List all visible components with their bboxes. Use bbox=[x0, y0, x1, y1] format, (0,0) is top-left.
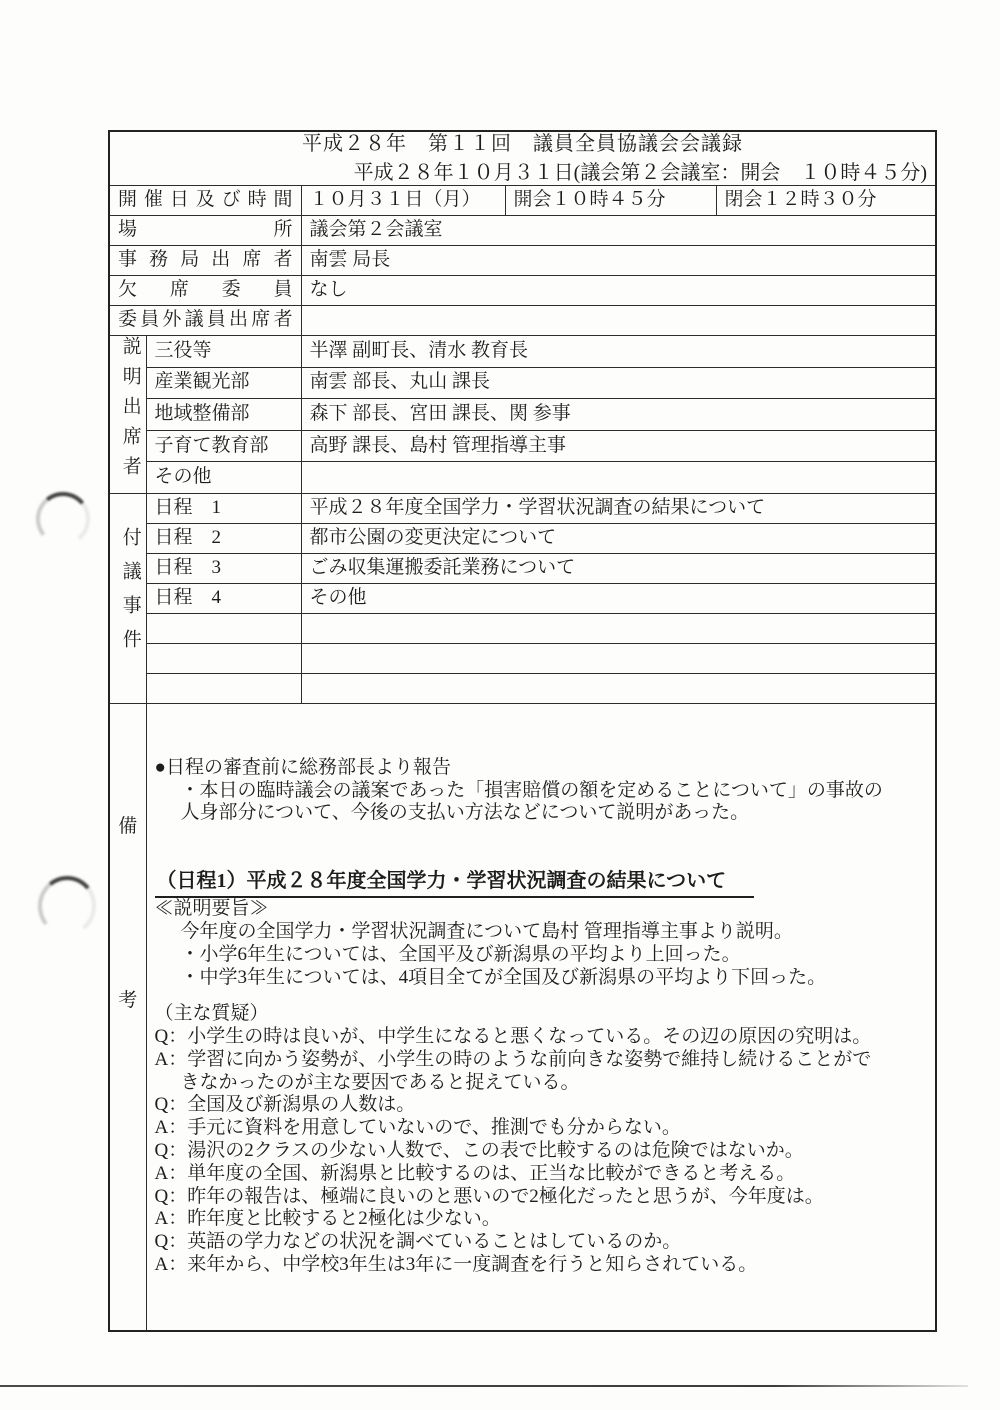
explainer-members bbox=[301, 462, 936, 494]
agenda-title: その他 bbox=[301, 583, 936, 613]
agenda-title bbox=[301, 613, 936, 643]
remarks-row bbox=[109, 703, 936, 1331]
remarks-vertical-label: 備 考 bbox=[109, 703, 146, 1331]
agenda-no bbox=[146, 643, 301, 673]
punch-hole-icon bbox=[35, 873, 99, 939]
secretariat-row bbox=[109, 246, 936, 276]
report-heading: ●日程の審査前に総務部長より報告 bbox=[154, 756, 451, 778]
agenda-title bbox=[301, 673, 936, 703]
agenda-row bbox=[109, 493, 936, 523]
minutes-table bbox=[108, 130, 937, 1332]
explainer-row bbox=[109, 336, 936, 368]
qa-line: A：昨年度と比較すると2極化は少ない。 bbox=[154, 1208, 501, 1230]
explainer-row bbox=[109, 430, 936, 462]
report-line: ・本日の臨時議会の議案であった「損害賠償の額を定めることについて」の事故の bbox=[180, 779, 883, 801]
explainer-members: 森下 部長、宮田 課長、関 参事 bbox=[301, 399, 936, 431]
scan-edge-line bbox=[0, 1385, 968, 1387]
document-subtitle: 平成２８年１０月３１日(議会第２会議室：開会 １０時４５分) bbox=[353, 162, 927, 184]
explainer-category: 産業観光部 bbox=[146, 367, 301, 399]
explainer-category: 地域整備部 bbox=[146, 399, 301, 431]
agenda-vertical-label: 付議事件 bbox=[109, 493, 146, 703]
secretariat-value: 南雲 局長 bbox=[301, 246, 936, 276]
explainer-members: 高野 課長、島村 管理指導主事 bbox=[301, 430, 936, 462]
qa-line: A：手元に資料を用意していないので、推測でも分からない。 bbox=[154, 1117, 681, 1139]
explainer-row bbox=[109, 367, 936, 399]
explainer-category: 子育て教育部 bbox=[146, 430, 301, 462]
agenda-title: ごみ収集運搬委託業務について bbox=[301, 553, 936, 583]
agenda-no: 日程 3 bbox=[146, 553, 301, 583]
remarks-content bbox=[146, 703, 936, 1331]
open-time: 開会１０時４５分 bbox=[505, 186, 716, 216]
qa-line: Q：小学生の時は良いが、中学生になると悪くなっている。その辺の原因の究明は。 bbox=[154, 1026, 872, 1048]
summary-label: ≪説明要旨≫ bbox=[154, 898, 269, 920]
qa-line: Q：英語の学力などの状況を調べていることはしているのか。 bbox=[154, 1231, 682, 1253]
nonmember-value bbox=[301, 306, 936, 336]
document-title: 平成２８年 第１１回 議員全員協議会会議録 bbox=[302, 133, 743, 155]
title-row bbox=[109, 131, 936, 186]
agenda1-heading: （日程1）平成２８年度全国学力・学習状況調査の結果について bbox=[155, 869, 928, 898]
explainer-category: その他 bbox=[146, 462, 301, 494]
agenda-title bbox=[301, 643, 936, 673]
explainer-members: 半澤 副町長、清水 教育長 bbox=[301, 336, 936, 368]
title-cell bbox=[109, 131, 936, 186]
agenda-title: 平成２８年度全国学力・学習状況調査の結果について bbox=[301, 493, 936, 523]
agenda-no: 日程 1 bbox=[146, 493, 301, 523]
place-value: 議会第２会議室 bbox=[301, 216, 936, 246]
explainer-row bbox=[109, 462, 936, 494]
date-label: 開催日及び時間 bbox=[109, 186, 301, 216]
qa-line: きなかったのが主な要因であると捉えている。 bbox=[180, 1071, 580, 1093]
agenda-row bbox=[109, 583, 936, 613]
close-time: 閉会１２時３０分 bbox=[716, 186, 936, 216]
qa-line: A：来年から、中学校3年生は3年に一度調査を行うと知らされている。 bbox=[154, 1254, 758, 1276]
qa-line: A：学習に向かう姿勢が、小学生の時のような前向きな姿勢で維持し続けることがで bbox=[154, 1048, 872, 1070]
agenda-no bbox=[146, 673, 301, 703]
nonmember-label: 委員外議員出席者 bbox=[109, 306, 301, 336]
agenda-row bbox=[109, 643, 936, 673]
place-row bbox=[109, 216, 936, 246]
date-time-row bbox=[109, 186, 936, 216]
qa-label: （主な質疑） bbox=[154, 1003, 269, 1025]
absent-value: なし bbox=[301, 276, 936, 306]
qa-line: A：単年度の全国、新潟県と比較するのは、正当な比較ができると考える。 bbox=[154, 1162, 796, 1184]
spacer bbox=[155, 989, 928, 1003]
date-value: １０月３１日（月） bbox=[301, 186, 505, 216]
agenda-title: 都市公園の変更決定について bbox=[301, 523, 936, 553]
explainer-members: 南雲 部長、丸山 課長 bbox=[301, 367, 936, 399]
summary-intro: 今年度の全国学力・学習状況調査について島村 管理指導主事より説明。 bbox=[180, 920, 793, 942]
agenda-no: 日程 4 bbox=[146, 583, 301, 613]
qa-line: Q：全国及び新潟県の人数は。 bbox=[154, 1094, 416, 1116]
report-line: 人身部分について、今後の支払い方法などについて説明があった。 bbox=[180, 802, 750, 824]
qa-line: Q：湯沢の2クラスの少ない人数で、この表で比較するのは危険ではないか。 bbox=[154, 1140, 804, 1162]
nonmember-row bbox=[109, 306, 936, 336]
agenda-row bbox=[109, 553, 936, 583]
agenda-row bbox=[109, 523, 936, 553]
explainers-vertical-label: 説明出席者 bbox=[109, 336, 146, 494]
agenda-no: 日程 2 bbox=[146, 523, 301, 553]
summary-point: ・中学3年生については、4項目全てが全国及び新潟県の平均より下回った。 bbox=[180, 966, 827, 988]
spacer bbox=[155, 825, 928, 869]
summary-point: ・小学6年生については、全国平及び新潟県の平均より上回った。 bbox=[180, 943, 741, 965]
punch-hole-icon bbox=[33, 489, 92, 548]
agenda-row bbox=[109, 613, 936, 643]
explainer-row bbox=[109, 399, 936, 431]
explainer-category: 三役等 bbox=[146, 336, 301, 368]
agenda-no bbox=[146, 613, 301, 643]
qa-line: Q：昨年の報告は、極端に良いのと悪いので2極化だったと思うが、今年度は。 bbox=[154, 1185, 824, 1207]
secretariat-label: 事務局出席者 bbox=[109, 246, 301, 276]
place-label: 場所 bbox=[109, 216, 301, 246]
agenda-row bbox=[109, 673, 936, 703]
absent-row bbox=[109, 276, 936, 306]
absent-label: 欠席委員 bbox=[109, 276, 301, 306]
